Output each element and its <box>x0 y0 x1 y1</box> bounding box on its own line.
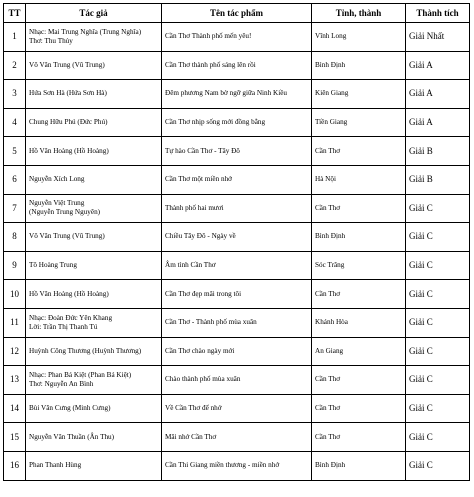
header-work: Tên tác phẩm <box>162 4 312 23</box>
award-cell: Giải C <box>406 394 470 423</box>
award-cell: Giải C <box>406 366 470 395</box>
table-row <box>4 394 470 423</box>
author-cell <box>26 451 162 480</box>
table-row <box>4 423 470 452</box>
table-row <box>4 51 470 80</box>
author-cell <box>26 337 162 366</box>
author-line: Nhạc: Mai Trung Nghĩa (Trung Nghĩa) <box>29 27 142 36</box>
table-row <box>4 80 470 109</box>
author-line: Hồ Văn Hoàng (Hồ Hoàng) <box>29 289 109 298</box>
work-title-cell: Cần Thơ - Thành phố mùa xuân <box>162 308 312 337</box>
author-line: Nhạc: Đoàn Đức Yên Khang <box>29 313 113 322</box>
province-cell: Cần Thơ <box>312 280 406 309</box>
row-number: 9 <box>4 251 26 280</box>
table-row <box>4 308 470 337</box>
author-line: Tô Hoàng Trung <box>29 261 77 270</box>
award-cell: Giải C <box>406 194 470 223</box>
table-row <box>4 337 470 366</box>
award-cell: Giải B <box>406 165 470 194</box>
author-line: Võ Văn Trung (Vũ Trung) <box>29 232 105 241</box>
work-title-cell: Cần Thơ đẹp mãi trong tôi <box>162 280 312 309</box>
author-line: Nguyễn Việt Trung <box>29 199 85 208</box>
header-author: Tác giả <box>26 4 162 23</box>
row-number: 11 <box>4 308 26 337</box>
award-cell: Giải B <box>406 137 470 166</box>
province-cell: Cần Thơ <box>312 137 406 166</box>
table-row <box>4 366 470 395</box>
header-row <box>4 4 470 23</box>
award-cell: Giải A <box>406 108 470 137</box>
award-cell: Giải A <box>406 80 470 109</box>
award-cell: Giải Nhất <box>406 23 470 52</box>
author-cell <box>26 423 162 452</box>
work-title-cell: Cần Thi Giang miền thương - miền nhớ <box>162 451 312 480</box>
header-province: Tỉnh, thành <box>312 4 406 23</box>
author-line: Lời: Trần Thị Thanh Tú <box>29 322 98 331</box>
province-cell: Sóc Trăng <box>312 251 406 280</box>
row-number: 1 <box>4 23 26 52</box>
awards-table <box>3 3 470 481</box>
province-cell: Cần Thơ <box>312 394 406 423</box>
row-number: 10 <box>4 280 26 309</box>
author-cell <box>26 165 162 194</box>
work-title-cell: Cần Thơ chào ngày mới <box>162 337 312 366</box>
table-row <box>4 137 470 166</box>
row-number: 16 <box>4 451 26 480</box>
work-title-cell: Mãi nhớ Cần Thơ <box>162 423 312 452</box>
header-award: Thành tích <box>406 4 470 23</box>
header-tt: TT <box>4 4 26 23</box>
table-body <box>4 23 470 481</box>
province-cell: Tiền Giang <box>312 108 406 137</box>
author-line: Chung Hữu Phú (Đức Phú) <box>29 118 108 127</box>
work-title-cell: Âm tình Cần Thơ <box>162 251 312 280</box>
award-cell: Giải C <box>406 251 470 280</box>
author-cell <box>26 137 162 166</box>
table-row <box>4 165 470 194</box>
province-cell: Vĩnh Long <box>312 23 406 52</box>
author-line: Võ Văn Trung (Vũ Trung) <box>29 60 105 69</box>
author-line: Nhạc: Phan Bá Kiệt (Phan Bá Kiệt) <box>29 370 132 379</box>
work-title-cell: Cần Thơ nhịp sống mới đồng bằng <box>162 108 312 137</box>
province-cell: Khánh Hòa <box>312 308 406 337</box>
award-cell: Giải C <box>406 280 470 309</box>
author-line: Thơ: Thu Thủy <box>29 36 73 45</box>
province-cell: Cần Thơ <box>312 423 406 452</box>
author-cell <box>26 280 162 309</box>
award-cell: Giải C <box>406 451 470 480</box>
author-line: Phan Thanh Hùng <box>29 461 82 470</box>
author-cell <box>26 80 162 109</box>
table-row <box>4 280 470 309</box>
row-number: 5 <box>4 137 26 166</box>
author-line: Huỳnh Công Thương (Huỳnh Thương) <box>29 346 142 355</box>
row-number: 2 <box>4 51 26 80</box>
table-row <box>4 451 470 480</box>
province-cell: Kiên Giang <box>312 80 406 109</box>
row-number: 4 <box>4 108 26 137</box>
province-cell: Hà Nội <box>312 165 406 194</box>
author-cell <box>26 108 162 137</box>
table-row <box>4 251 470 280</box>
work-title-cell: Cần Thơ một miền nhớ <box>162 165 312 194</box>
row-number: 3 <box>4 80 26 109</box>
award-cell: Giải C <box>406 337 470 366</box>
province-cell: Cần Thơ <box>312 366 406 395</box>
work-title-cell: Tự hào Cần Thơ - Tây Đô <box>162 137 312 166</box>
author-line: (Nguyễn Trung Nguyên) <box>29 208 101 217</box>
author-line: Hứa Sơn Hà (Hứa Sơn Hà) <box>29 89 107 98</box>
award-cell: Giải C <box>406 308 470 337</box>
work-title-cell: Chiều Tây Đô - Ngày về <box>162 223 312 252</box>
author-line: Bùi Văn Cưng (Minh Cưng) <box>29 404 111 413</box>
table-row <box>4 223 470 252</box>
author-cell <box>26 23 162 52</box>
work-title-cell: Cần Thơ Thành phố mến yêu! <box>162 23 312 52</box>
province-cell: Bình Định <box>312 451 406 480</box>
work-title-cell: Về Cần Thơ để nhớ <box>162 394 312 423</box>
award-cell: Giải C <box>406 423 470 452</box>
author-line: Nguyễn Văn Thuần (Ân Thu) <box>29 432 115 441</box>
row-number: 12 <box>4 337 26 366</box>
author-cell <box>26 366 162 395</box>
table-row <box>4 194 470 223</box>
table-row <box>4 108 470 137</box>
row-number: 13 <box>4 366 26 395</box>
award-cell: Giải A <box>406 51 470 80</box>
row-number: 6 <box>4 165 26 194</box>
author-line: Nguyễn Xích Long <box>29 175 85 184</box>
author-cell <box>26 194 162 223</box>
work-title-cell: Đêm phương Nam bờ ngỡ giữa Ninh Kiều <box>162 80 312 109</box>
row-number: 8 <box>4 223 26 252</box>
province-cell: Cần Thơ <box>312 194 406 223</box>
award-cell: Giải C <box>406 223 470 252</box>
row-number: 15 <box>4 423 26 452</box>
author-cell <box>26 51 162 80</box>
author-line: Thơ: Nguyễn An Bình <box>29 379 94 388</box>
author-line: Hồ Văn Hoàng (Hồ Hoàng) <box>29 146 109 155</box>
work-title-cell: Thành phố hai mươi <box>162 194 312 223</box>
province-cell: An Giang <box>312 337 406 366</box>
row-number: 14 <box>4 394 26 423</box>
author-cell <box>26 251 162 280</box>
work-title-cell: Cần Thơ thành phố sáng lên rồi <box>162 51 312 80</box>
province-cell: Bình Định <box>312 223 406 252</box>
table-row <box>4 23 470 52</box>
author-cell <box>26 394 162 423</box>
author-cell <box>26 308 162 337</box>
row-number: 7 <box>4 194 26 223</box>
work-title-cell: Chào thành phố mùa xuân <box>162 366 312 395</box>
author-cell <box>26 223 162 252</box>
province-cell: Bình Định <box>312 51 406 80</box>
